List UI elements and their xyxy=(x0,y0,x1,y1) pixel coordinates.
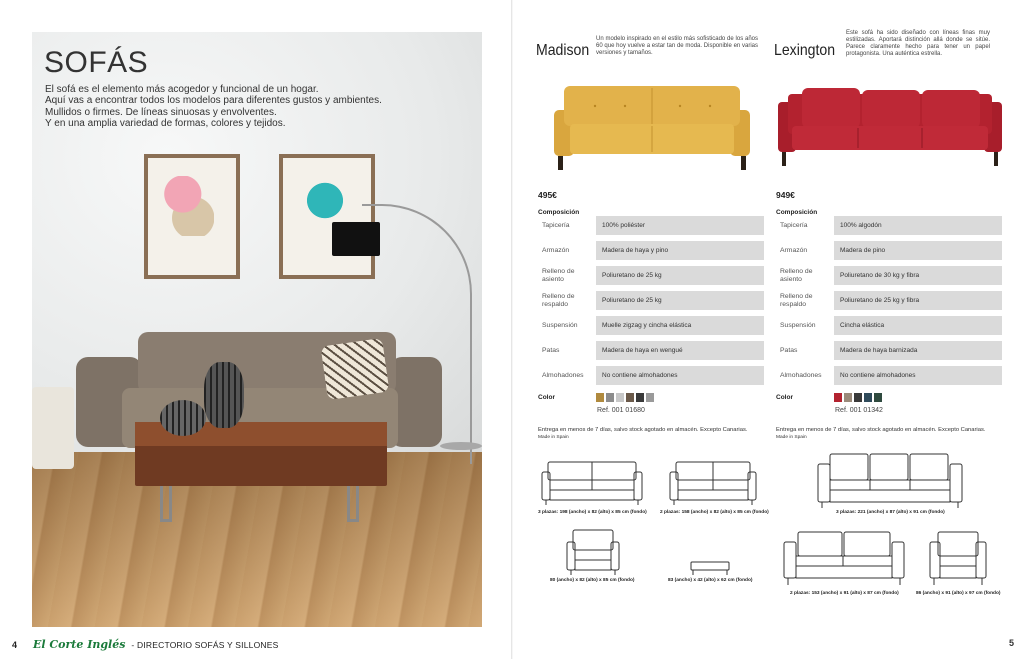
spec-label: Almohadones xyxy=(542,371,584,379)
color-swatch xyxy=(834,393,842,402)
color-label: Color xyxy=(538,394,555,401)
page-number-right: 5 xyxy=(1008,638,1014,648)
spec-row xyxy=(774,291,1004,310)
product-ref: Ref. 001 01680 xyxy=(597,407,645,414)
spec-label: Suspensión xyxy=(542,321,578,329)
spec-row xyxy=(774,216,1004,235)
spec-value: 100% algodón xyxy=(834,216,1002,235)
dimension-caption: 2 plazas: 153 (ancho) x 91 (alto) x 87 cm (fondo) xyxy=(790,591,899,596)
spec-label: Suspensión xyxy=(780,321,816,329)
made-in: Made in Spain xyxy=(538,435,569,440)
spec-label: Tapicería xyxy=(780,221,808,229)
spec-label: Patas xyxy=(542,346,560,354)
intro-line: El sofá es el elemento más acogedor y funcional de un hogar. xyxy=(45,84,319,95)
product-name: Madison xyxy=(536,42,590,59)
color-swatch xyxy=(874,393,882,402)
spec-row xyxy=(536,241,766,260)
spec-value: Poliuretano de 25 kg y fibra xyxy=(834,291,1002,310)
patterned-pillow xyxy=(321,338,390,400)
color-swatch xyxy=(864,393,872,402)
wall-art-pink xyxy=(144,154,240,279)
product-price: 495€ xyxy=(538,190,557,200)
dimension-caption: 3 plazas: 221 (ancho) x 87 (alto) x 91 cm (fondo) xyxy=(836,510,945,515)
color-swatch xyxy=(636,393,644,402)
madison-3-seat-diagram xyxy=(540,460,644,506)
left-footer xyxy=(12,638,278,651)
page-number-left: 4 xyxy=(12,639,18,650)
color-swatch xyxy=(854,393,862,402)
product-price: 949€ xyxy=(776,190,795,200)
spec-row xyxy=(536,341,766,360)
footer-title: - DIRECTORIO SOFÁS Y SILLONES xyxy=(131,639,279,650)
wall-art-teal xyxy=(279,154,375,279)
intro-line: Aquí vas a encontrar todos los modelos para diferentes gustos y ambientes. xyxy=(45,95,382,107)
delivery-note: Entrega en menos de 7 días, salvo stock agotado en almacén. Excepto Canarias. xyxy=(538,427,748,433)
spec-label: Relleno de respaldo xyxy=(542,293,575,308)
spec-row xyxy=(774,316,1004,335)
color-swatch xyxy=(626,393,634,402)
spec-row xyxy=(536,366,766,385)
spec-value: Poliuretano de 30 kg y fibra xyxy=(834,266,1002,285)
coffee-table-leg xyxy=(347,486,359,522)
spec-row xyxy=(774,241,1004,260)
color-swatch xyxy=(646,393,654,402)
madison-sofa-image xyxy=(550,80,754,174)
floor-lamp-base xyxy=(440,442,482,450)
spec-value: Cincha elástica xyxy=(834,316,1002,335)
spec-value: Madera de haya barnizada xyxy=(834,341,1002,360)
spec-row xyxy=(536,291,766,310)
spec-value: Madera de pino xyxy=(834,241,1002,260)
spec-row xyxy=(774,266,1004,285)
color-swatch xyxy=(606,393,614,402)
page-spine xyxy=(511,0,513,659)
spec-row xyxy=(774,341,1004,360)
intro-text xyxy=(45,84,382,130)
spec-row xyxy=(774,366,1004,385)
color-swatches xyxy=(596,393,654,402)
composition-title: Composición xyxy=(776,209,818,216)
made-in: Made in Spain xyxy=(776,435,807,440)
spec-value: Muelle zigzag y cincha elástica xyxy=(596,316,764,335)
spec-label: Relleno de asiento xyxy=(780,268,813,283)
page-title: SOFÁS xyxy=(44,46,149,79)
dimension-caption: 83 (ancho) x 42 (alto) x 62 cm (fondo) xyxy=(668,578,753,583)
spec-value: No contiene almohadones xyxy=(596,366,764,385)
composition-title: Composición xyxy=(538,209,580,216)
floor-lamp-shade xyxy=(332,222,380,256)
intro-line: Y en una amplia variedad de formas, colores y tejidos. xyxy=(45,118,286,130)
spec-label: Patas xyxy=(780,346,798,354)
color-swatch xyxy=(596,393,604,402)
spec-row xyxy=(536,316,766,335)
spec-label: Armazón xyxy=(780,246,808,254)
dimension-caption: 3 plazas: 198 (ancho) x 82 (alto) x 85 cm (fondo) xyxy=(538,510,647,515)
lexington-3-seat-diagram xyxy=(816,452,964,510)
delivery-note: Entrega en menos de 7 días, salvo stock agotado en almacén. Excepto Canarias. xyxy=(776,427,986,433)
spec-label: Armazón xyxy=(542,246,570,254)
lexington-sofa-image xyxy=(776,80,1004,174)
spec-label: Relleno de asiento xyxy=(542,268,575,283)
spec-value: No contiene almohadones xyxy=(834,366,1002,385)
spec-label: Tapicería xyxy=(542,221,570,229)
madison-2-seat-diagram xyxy=(668,460,758,506)
spec-value: Poliuretano de 25 kg xyxy=(596,291,764,310)
dimension-caption: 2 plazas: 158 (ancho) x 82 (alto) x 85 cm (fondo) xyxy=(660,510,769,515)
tall-lantern xyxy=(204,362,244,428)
color-swatches xyxy=(834,393,882,402)
dimension-caption: 80 (ancho) x 82 (alto) x 85 cm (fondo) xyxy=(550,578,635,583)
product-description: Este sofá ha sido diseñado con líneas finas muy estilizadas. Aportará distinción allá donde se sitúe. Parece claramente hecho para tener un papel protagonista. Una auténtica estrella. xyxy=(846,30,990,57)
spec-row xyxy=(536,216,766,235)
madison-pouf-diagram xyxy=(689,560,731,576)
living-room-photo xyxy=(32,32,482,627)
spec-label: Relleno de respaldo xyxy=(780,293,813,308)
product-ref: Ref. 001 01342 xyxy=(835,407,883,414)
dimension-caption: 86 (ancho) x 91 (alto) x 97 cm (fondo) xyxy=(916,591,1001,596)
lexington-2-seat-diagram xyxy=(782,530,906,588)
small-lantern xyxy=(160,400,206,436)
spec-value: Poliuretano de 25 kg xyxy=(596,266,764,285)
spec-value: Madera de haya y pino xyxy=(596,241,764,260)
madison-armchair-diagram xyxy=(565,528,621,576)
spec-row xyxy=(536,266,766,285)
lexington-armchair-diagram xyxy=(928,530,988,588)
color-swatch xyxy=(616,393,624,402)
spec-label: Almohadones xyxy=(780,371,822,379)
left-page xyxy=(0,0,511,659)
color-label: Color xyxy=(776,394,793,401)
product-name: Lexington xyxy=(774,42,836,59)
coffee-table-leg xyxy=(160,486,172,522)
color-swatch xyxy=(844,393,852,402)
spec-value: 100% poliéster xyxy=(596,216,764,235)
el-corte-ingles-logo: El Corte Inglés xyxy=(33,638,126,651)
spec-value: Madera de haya en wengué xyxy=(596,341,764,360)
product-description: Un modelo inspirado en el estilo más sofisticado de los años 60 que hoy vuelve a estar tan de moda. Disponible en varias versiones y tamaños. xyxy=(596,36,758,56)
side-table xyxy=(32,387,74,469)
intro-line: Mullidos o firmes. De líneas sinuosas y envolventes. xyxy=(45,106,277,118)
